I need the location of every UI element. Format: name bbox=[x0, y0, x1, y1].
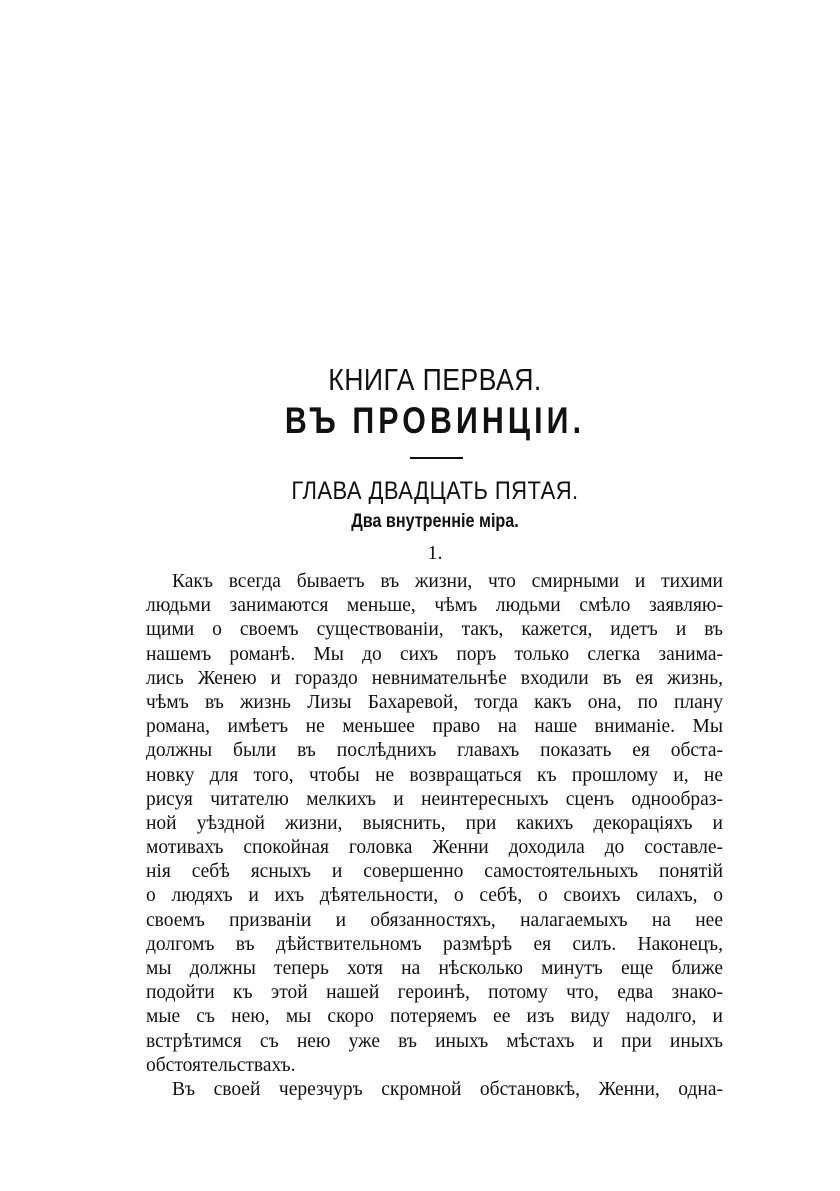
text-line: рисуя читателю мелкихъ и неинтересныхъ сценъ однообраз- bbox=[146, 788, 723, 810]
text-line: обстоятельствахъ. bbox=[146, 1054, 296, 1076]
text-line: ной уѣздной жизни, выяснить, при какихъ декораціяхъ и bbox=[146, 812, 723, 834]
text-line: Какъ всегда бываетъ въ жизни, что смирными и тихими bbox=[172, 571, 723, 592]
text-line: мые съ нею, мы скоро потеряемъ ее изъ виду надолго, и bbox=[146, 1006, 723, 1028]
text-line: должны были въ послѣднихъ главахъ показать ея обста- bbox=[146, 740, 723, 762]
text-line: лись Женею и гораздо невнимательнѣе входили въ ея жизнь, bbox=[146, 667, 723, 689]
text-line: нія себѣ ясныхъ и совершенно самостоятельныхъ понятій bbox=[146, 861, 723, 883]
body-text bbox=[146, 570, 723, 1102]
chapter-title: ГЛАВА ДВАДЦАТЬ ПЯТАЯ. bbox=[291, 477, 579, 505]
section-number: 1. bbox=[427, 542, 443, 564]
text-line: людьми занимаются меньше, чѣмъ людьми смѣло заявляю- bbox=[146, 595, 723, 617]
text-line: новку для того, чтобы не возвращаться къ прошлому и, не bbox=[146, 764, 723, 786]
text-line: встрѣтимся съ нею уже въ иныхъ мѣстахъ и при иныхъ bbox=[146, 1030, 723, 1052]
text-line: чѣмъ въ жизнь Лизы Бахаревой, тогда какъ она, по плану bbox=[146, 691, 723, 713]
text-line: мотивахъ спокойная головка Женни доходила до составле- bbox=[146, 837, 723, 859]
title-divider bbox=[410, 457, 463, 459]
text-line: романа, имѣетъ не меньшее право на наше вниманіе. Мы bbox=[146, 716, 723, 738]
text-line: о людяхъ и ихъ дѣятельности, о себѣ, о своихъ силахъ, о bbox=[146, 885, 723, 907]
text-line: мы должны теперь хотя на нѣсколько минутъ еще ближе bbox=[146, 958, 723, 979]
text-line: долгомъ въ дѣйствительномъ размѣрѣ ея силъ. Наконецъ, bbox=[146, 933, 723, 955]
text-line: Въ своей черезчуръ скромной обстановкѣ, Женни, одна- bbox=[172, 1078, 723, 1100]
text-line: щими о своемъ существованіи, такъ, кажется, идетъ и въ bbox=[146, 619, 723, 641]
text-line: своемъ призваніи и обязанностяхъ, налагаемыхъ на нее bbox=[146, 909, 723, 931]
part-title: ВЪ ПРОВИНЦІИ. bbox=[284, 400, 586, 441]
chapter-subtitle: Два внутренніе міра. bbox=[351, 511, 519, 532]
text-line: подойти къ этой нашей героинѣ, потому что, едва знако- bbox=[146, 982, 723, 1004]
book-title: КНИГА ПЕРВАЯ. bbox=[328, 362, 542, 397]
text-line: нашемъ романѣ. Мы до сихъ поръ только слегка занима- bbox=[146, 643, 723, 665]
